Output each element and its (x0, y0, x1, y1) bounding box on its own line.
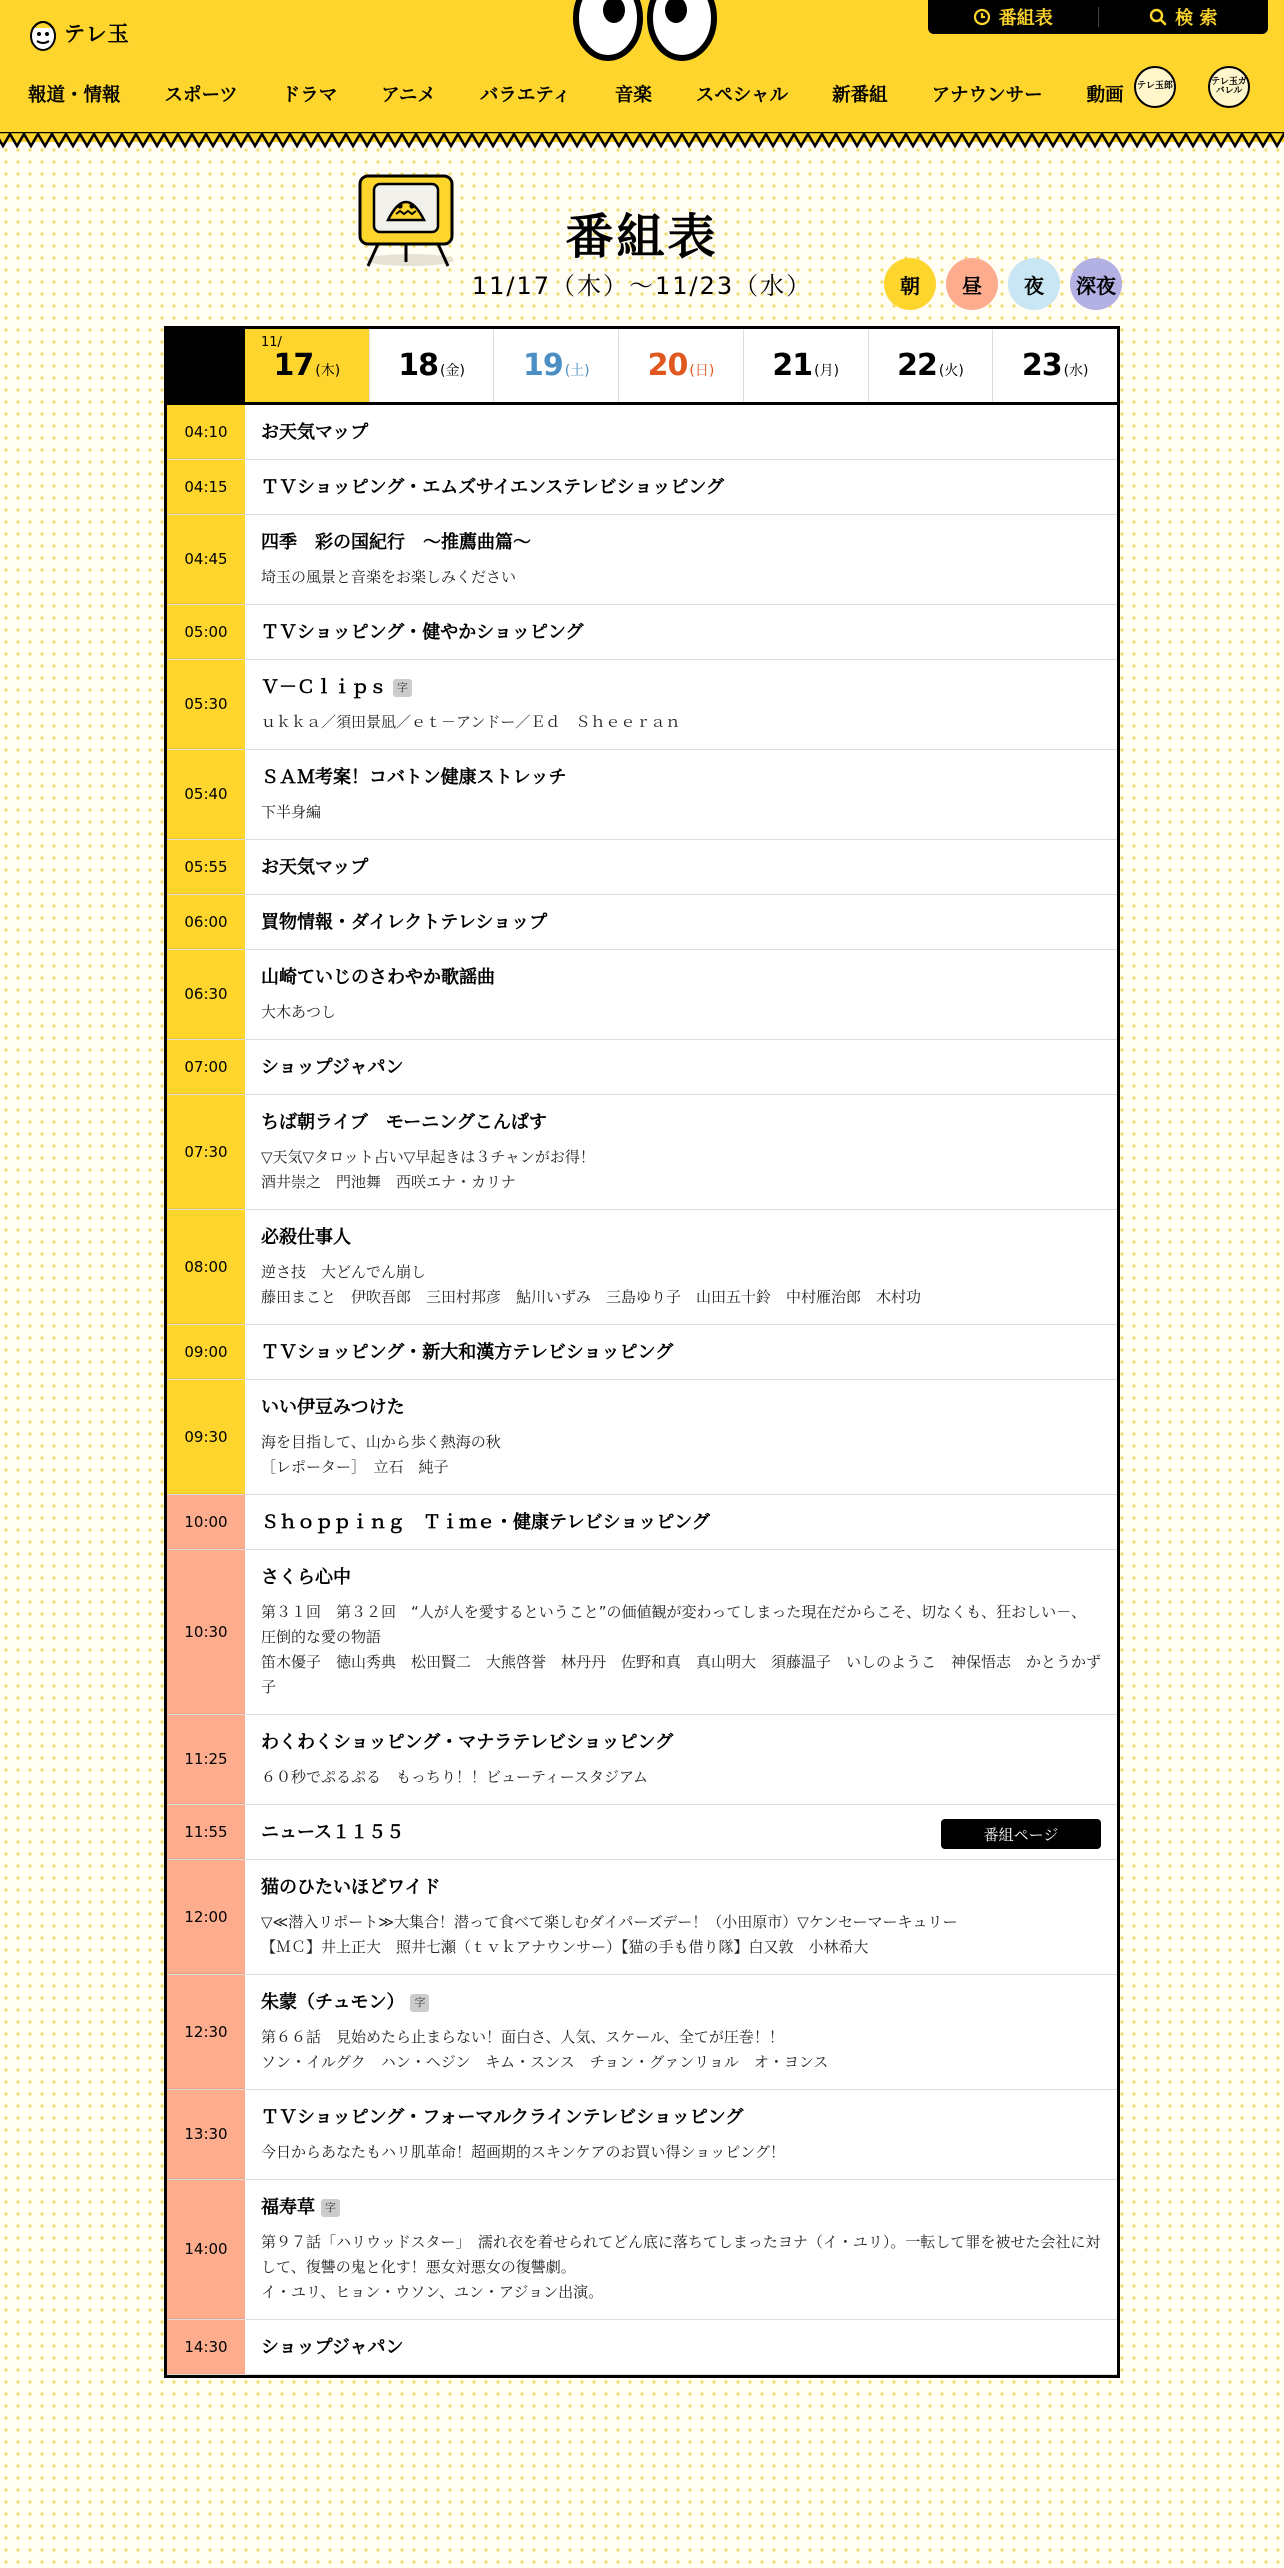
nav-videos[interactable]: 動画 (1086, 85, 1124, 106)
program-title[interactable]: 朱蒙（チュモン） (261, 1992, 405, 2013)
nav-badge-gabareru-label: テレ玉ガバレル (1211, 76, 1247, 96)
program-time: 05:30 (167, 660, 245, 749)
day-tab-weekday: (水) (1063, 362, 1089, 379)
logo-text: テレ玉 (64, 22, 130, 46)
program-info (245, 840, 1117, 894)
day-tab-weekday: (日) (689, 362, 715, 379)
program-title-row (261, 911, 1101, 935)
program-time: 05:40 (167, 750, 245, 839)
program-title[interactable]: 福寿草 (261, 2197, 315, 2218)
program-row[interactable] (167, 1210, 1117, 1325)
program-info (245, 605, 1117, 659)
program-time: 11:55 (167, 1805, 245, 1859)
program-description: ｕｋｋａ／須田景凪／ｅｔ－アンドー／Ｅｄ Ｓｈｅｅｒａｎ (261, 713, 681, 731)
day-tab-number: 21 (772, 348, 813, 383)
program-row[interactable] (167, 2180, 1117, 2320)
program-info (245, 515, 1117, 604)
program-title-row (261, 1111, 1101, 1135)
nav-news[interactable]: 報道・情報 (28, 85, 121, 106)
program-title-row (261, 1991, 1101, 2015)
day-tab-20[interactable] (619, 329, 744, 402)
program-title-row (261, 2196, 1101, 2220)
program-description: ソン・イルグク ハン・ヘジン キム・スンス チョン・グァンリョル オ・ヨンス (261, 2053, 829, 2071)
program-time: 09:00 (167, 1325, 245, 1379)
program-time: 06:00 (167, 895, 245, 949)
program-info (245, 1550, 1117, 1714)
tod-daytime-button[interactable]: 昼 (946, 258, 998, 310)
program-title[interactable]: お天気マップ (261, 422, 369, 443)
program-time: 08:00 (167, 1210, 245, 1324)
program-title[interactable]: ショップジャパン (261, 2337, 404, 2358)
program-time: 14:30 (167, 2320, 245, 2374)
program-row[interactable] (167, 950, 1117, 1040)
program-description: 海を目指して、山から歩く熱海の秋 (261, 1433, 501, 1451)
program-description: ▽≪潜入リポート≫大集合！潜って食べて楽しむダイパーズデー！（小田原市）▽ケンセーマーキュリー (261, 1913, 958, 1931)
subtitle-badge: 字 (321, 2199, 340, 2217)
program-title-row (261, 621, 1101, 645)
day-tab-weekday: (土) (564, 362, 590, 379)
nav-variety[interactable]: バラエティ (479, 85, 571, 106)
program-description: ▽天気▽タロット占い▽早起きは３チャンがお得！ (261, 1148, 595, 1166)
program-title-row (261, 966, 1101, 990)
program-title-row (261, 2106, 1101, 2130)
nav-badge-teletamaro[interactable] (1134, 66, 1176, 108)
day-tab-17[interactable] (245, 329, 370, 402)
program-title-row (261, 1566, 1101, 1590)
program-info (245, 1860, 1117, 1974)
program-description: 【ＭＣ】井上正大 照井七瀬（ｔｖｋアナウンサー）【猫の手も借り隊】白又敦 小林希大 (261, 1938, 869, 1956)
nav-special[interactable]: スペシャル (695, 85, 789, 106)
program-description: 第９７話「ハリウッドスター」 濡れ衣を着せられてどん底に落ちてしまったヨナ（イ・ユリ）。一転して罪を被せた会社に対して、復讐の鬼と化す！悪女対悪女の復讐劇。 (261, 2233, 1101, 2276)
day-tab-21[interactable] (744, 329, 869, 402)
day-tabs (167, 329, 1117, 405)
program-info (245, 2180, 1117, 2319)
program-info (245, 1040, 1117, 1094)
day-tab-number: 18 (398, 348, 438, 383)
program-info (245, 660, 1117, 749)
program-info (245, 1210, 1117, 1324)
program-description: 藤田まこと 伊吹吾郎 三田村邦彦 鮎川いずみ 三島ゆり子 山田五十鈴 中村雁治郎 木村功 (261, 1288, 922, 1306)
subtitle-badge: 字 (393, 679, 412, 697)
day-tab-number: 20 (647, 348, 688, 383)
program-title[interactable]: わくわくショッピング・マナラテレビショッピング (261, 1732, 674, 1753)
program-description: 今日からあなたもハリ肌革命！超画期的スキンケアのお買い得ショッピング！ (261, 2143, 785, 2161)
program-row[interactable] (167, 1975, 1117, 2090)
mascot-eyes-icon (570, 0, 720, 62)
program-title[interactable]: 四季 彩の国紀行 ～推薦曲篇～ (261, 532, 531, 553)
program-title[interactable]: ＴＶショッピング・健やかショッピング (261, 622, 584, 643)
program-title[interactable]: Ｓｈｏｐｐｉｎｇ Ｔｉｍｅ・健康テレビショッピング (261, 1512, 710, 1533)
program-time: 14:00 (167, 2180, 245, 2319)
program-row[interactable] (167, 1715, 1117, 1805)
program-time: 05:55 (167, 840, 245, 894)
program-time: 09:30 (167, 1380, 245, 1494)
program-title-row (261, 421, 1101, 445)
program-title-row (261, 1226, 1101, 1250)
day-tab-19[interactable] (494, 329, 619, 402)
clock-icon (973, 8, 991, 26)
program-time: 10:30 (167, 1550, 245, 1714)
program-row[interactable] (167, 515, 1117, 605)
program-description: 逆さ技 大どんでん崩し (261, 1263, 427, 1281)
program-row[interactable] (167, 1550, 1117, 1715)
tod-evening-button[interactable]: 夜 (1008, 258, 1060, 310)
day-tab-number: 19 (522, 348, 563, 383)
program-title-row (261, 1056, 1101, 1080)
tod-latenight-button[interactable]: 深夜 (1070, 258, 1122, 310)
program-title[interactable]: さくら心中 (261, 1567, 351, 1588)
program-info (245, 2090, 1117, 2179)
program-title[interactable]: 買物情報・ダイレクトテレショップ (261, 912, 548, 933)
program-info (245, 405, 1117, 459)
program-time: 04:45 (167, 515, 245, 604)
search-button[interactable] (1099, 4, 1269, 30)
program-time: 07:00 (167, 1040, 245, 1094)
program-title[interactable]: ＴＶショッピング・エムズサイエンステレビショッピング (261, 477, 724, 498)
program-row[interactable] (167, 660, 1117, 750)
program-time: 13:30 (167, 2090, 245, 2179)
program-info (245, 895, 1117, 949)
schedule-table (164, 326, 1120, 2378)
program-description: 下半身編 (261, 803, 322, 821)
program-title[interactable]: ショップジャパン (261, 1057, 404, 1078)
schedule-button[interactable] (928, 4, 1098, 30)
program-time: 04:15 (167, 460, 245, 514)
day-tab-weekday: (月) (814, 362, 840, 379)
program-time: 10:00 (167, 1495, 245, 1549)
program-info (245, 950, 1117, 1039)
main-nav (28, 76, 1168, 112)
program-time: 04:10 (167, 405, 245, 459)
program-row[interactable] (167, 405, 1117, 460)
program-row[interactable] (167, 1040, 1117, 1095)
program-description: イ・ユリ、ヒョン・ウソン、ユン・アジョン出演。 (261, 2283, 604, 2301)
program-description: 笛木優子 徳山秀典 松田賢二 大熊啓誉 林丹丹 佐野和真 真山明大 須藤温子 いしのようこ 神保悟志 かとうかず子 (261, 1653, 1102, 1696)
program-info (245, 2320, 1117, 2374)
program-title[interactable]: 山崎ていじのさわやか歌謡曲 (261, 967, 495, 988)
program-row[interactable] (167, 1805, 1117, 1860)
search-icon (1149, 8, 1167, 26)
nav-badge-gabareru[interactable] (1208, 66, 1250, 108)
subtitle-badge: 字 (410, 1994, 429, 2012)
program-title-row (261, 2336, 1101, 2360)
nav-anime[interactable]: アニメ (381, 85, 436, 106)
program-info (245, 1380, 1117, 1494)
day-tab-month: 11/ (261, 335, 282, 350)
nav-drama[interactable]: ドラマ (281, 85, 338, 106)
date-range: 11/17（木）〜11/23（水） (471, 272, 813, 300)
program-title-row (261, 531, 1101, 555)
program-title[interactable]: 必殺仕事人 (261, 1227, 351, 1248)
program-title[interactable]: ＴＶショッピング・新大和漢方テレビショッピング (261, 1342, 674, 1363)
program-page-button[interactable]: 番組ページ (941, 1819, 1101, 1849)
program-row[interactable] (167, 895, 1117, 950)
program-row[interactable] (167, 2090, 1117, 2180)
program-info (245, 1715, 1117, 1804)
program-title-row (261, 1511, 1101, 1535)
nav-sports[interactable]: スポーツ (164, 85, 238, 106)
program-time: 12:00 (167, 1860, 245, 1974)
site-header (0, 0, 1284, 142)
program-description: 第３１回 第３２回 “人が人を愛するということ”の価値観が変わってしまった現在だからこそ、切なくも、狂おしい－、圧倒的な愛の物語 (261, 1603, 1087, 1646)
header-zigzag-edge (0, 132, 1284, 150)
day-tab-weekday: (火) (938, 362, 964, 379)
day-tab-number: 17 (273, 348, 314, 383)
program-info (245, 1325, 1117, 1379)
program-title[interactable]: いい伊豆みつけた (261, 1397, 405, 1418)
time-of-day-selector (884, 258, 1122, 310)
program-description: ６０秒でぷるぷる もっちり！！ビューティースタジアム (261, 1768, 649, 1786)
program-row[interactable] (167, 1380, 1117, 1495)
program-info (245, 1805, 1117, 1859)
program-row[interactable] (167, 1495, 1117, 1550)
day-tab-weekday: (木) (315, 362, 341, 379)
program-info (245, 1495, 1117, 1549)
program-time: 06:30 (167, 950, 245, 1039)
search-button-label: 検 索 (1175, 8, 1218, 29)
program-row[interactable] (167, 460, 1117, 515)
program-description: 第６６話 見始めたら止まらない！面白さ、人気、スケール、全てが圧巻！！ (261, 2028, 784, 2046)
day-tab-22[interactable] (869, 329, 994, 402)
day-tab-23[interactable] (993, 329, 1117, 402)
program-title-row (261, 766, 1101, 790)
program-title-row (261, 1396, 1101, 1420)
top-bar (928, 0, 1268, 34)
page-title: 番組表 (565, 209, 719, 265)
program-info (245, 460, 1117, 514)
program-row[interactable] (167, 2320, 1117, 2375)
program-description: 埼玉の風景と音楽をお楽しみください (261, 568, 517, 586)
program-time: 05:00 (167, 605, 245, 659)
program-info (245, 1095, 1117, 1209)
program-row[interactable] (167, 750, 1117, 840)
nav-new-programs[interactable]: 新番組 (832, 85, 888, 106)
program-title[interactable]: 猫のひたいほどワイド (261, 1877, 441, 1898)
day-tabs-corner (167, 329, 245, 402)
program-title[interactable]: お天気マップ (261, 857, 369, 878)
program-title-row (261, 1731, 1101, 1755)
program-title[interactable]: ＳＡＭ考案！コバトン健康ストレッチ (261, 767, 567, 788)
program-title[interactable]: ニュース１１５５ (261, 1822, 405, 1843)
nav-music[interactable]: 音楽 (614, 85, 652, 106)
site-logo[interactable] (28, 14, 130, 52)
program-time: 07:30 (167, 1095, 245, 1209)
day-tab-number: 22 (897, 348, 937, 383)
program-info (245, 1975, 1117, 2089)
mascot-logo-icon (28, 14, 58, 52)
program-title-row (261, 1876, 1101, 1900)
program-time: 12:30 (167, 1975, 245, 2089)
nav-badge-teletamaro-label: テレ玉郎 (1137, 81, 1173, 92)
program-info (245, 750, 1117, 839)
program-description: 大木あつし (261, 1003, 337, 1021)
program-title[interactable]: ちば朝ライブ モーニングこんぱす (261, 1112, 547, 1133)
program-description: ［レポーター］ 立石 純子 (261, 1458, 449, 1476)
program-row[interactable] (167, 1325, 1117, 1380)
tod-morning-button[interactable]: 朝 (884, 258, 936, 310)
program-title-row (261, 856, 1101, 880)
program-title-row (261, 1341, 1101, 1365)
day-tab-18[interactable] (370, 329, 495, 402)
program-title[interactable]: ＴＶショッピング・フォーマルクラインテレビショッピング (261, 2107, 744, 2128)
program-row[interactable] (167, 1860, 1117, 1975)
day-tab-weekday: (金) (439, 362, 465, 379)
program-title-row (261, 676, 1101, 700)
program-time: 11:25 (167, 1715, 245, 1804)
program-row[interactable] (167, 840, 1117, 895)
program-title[interactable]: Ｖ－Ｃｌｉｐｓ (261, 677, 387, 698)
day-tab-number: 23 (1021, 348, 1062, 383)
schedule-button-label: 番組表 (998, 8, 1053, 29)
nav-announcers[interactable]: アナウンサー (931, 85, 1043, 106)
program-row[interactable] (167, 1095, 1117, 1210)
program-description: 酒井崇之 門池舞 西咲エナ・カリナ (261, 1173, 516, 1191)
program-row[interactable] (167, 605, 1117, 660)
program-title-row (261, 476, 1101, 500)
